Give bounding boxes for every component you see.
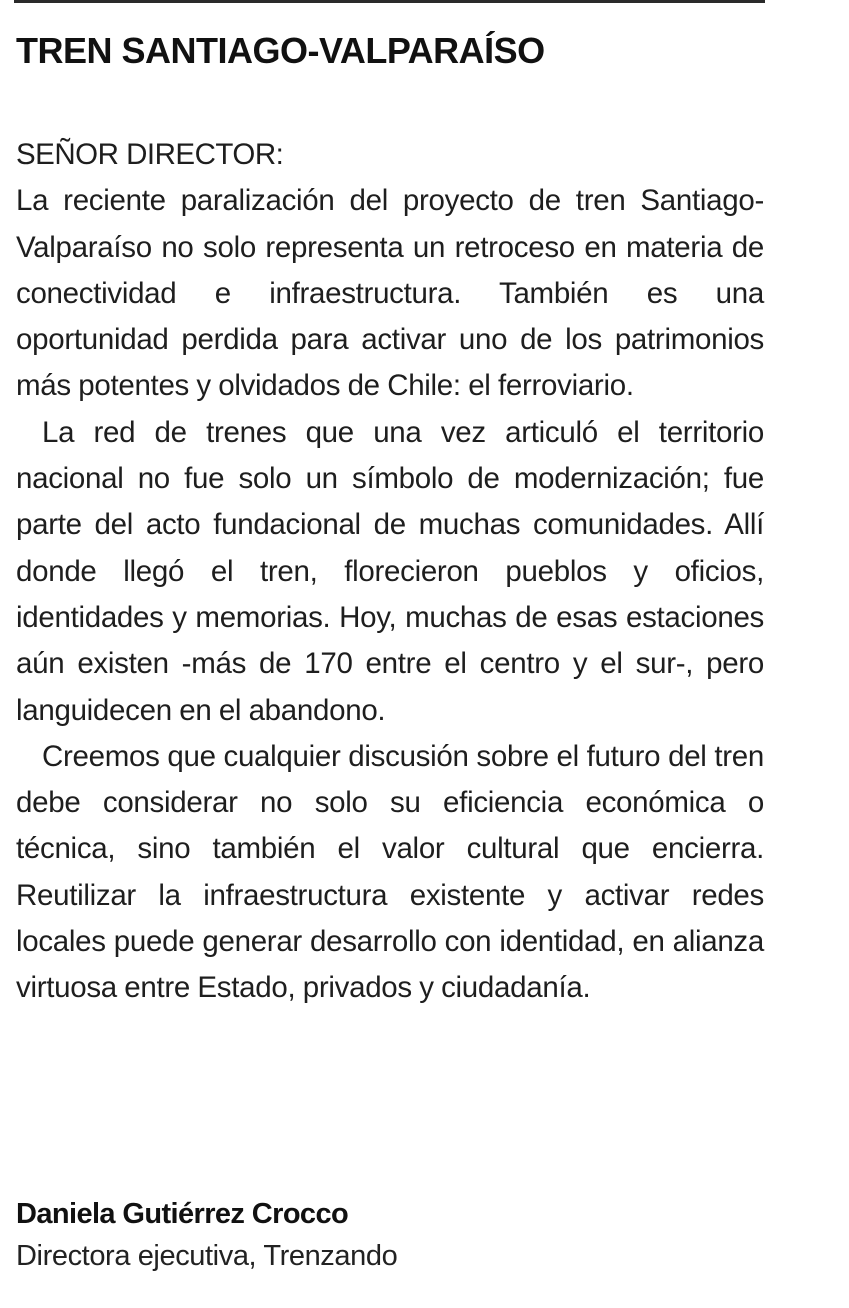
signature-block	[16, 1193, 397, 1277]
signer-name: Daniela Gutiérrez Crocco	[16, 1198, 349, 1230]
paragraph-1: La reciente paralización del proyecto de tren Santiago-Valparaíso no solo representa un retroceso en materia de conectividad e infraestructura. También es una oportunidad perdida para activar uno de los patrimonios más potentes y olvidados de Chile: el ferroviario.	[16, 184, 764, 403]
headline: TREN SANTIAGO-VALPARAÍSO	[16, 30, 545, 71]
paragraph-3: Creemos que cualquier discusión sobre el futuro del tren debe considerar no solo su eficiencia económica o técnica, sino también el valor cultural que encierra. Reutilizar la infraestructura existente y activar redes locales puede generar desarrollo con identidad, en alianza virtuosa entre Estado, privados y ciudadanía.	[16, 739, 764, 1005]
top-rule	[14, 0, 765, 3]
salutation: SEÑOR DIRECTOR:	[16, 138, 284, 171]
paragraph-2: La red de trenes que una vez articuló el territorio nacional no fue solo un símbolo de modernización; fue parte del acto fundacional de muchas comunidades. Allí donde llegó el tren, florecieron pueblos y oficios, identidades y memorias. Hoy, muchas de esas estaciones aún existen -más de 170 entre el centro y el sur-, pero languidecen en el abandono.	[16, 415, 764, 727]
letter-body	[16, 132, 764, 1012]
signer-title: Directora ejecutiva, Trenzando	[16, 1240, 398, 1272]
